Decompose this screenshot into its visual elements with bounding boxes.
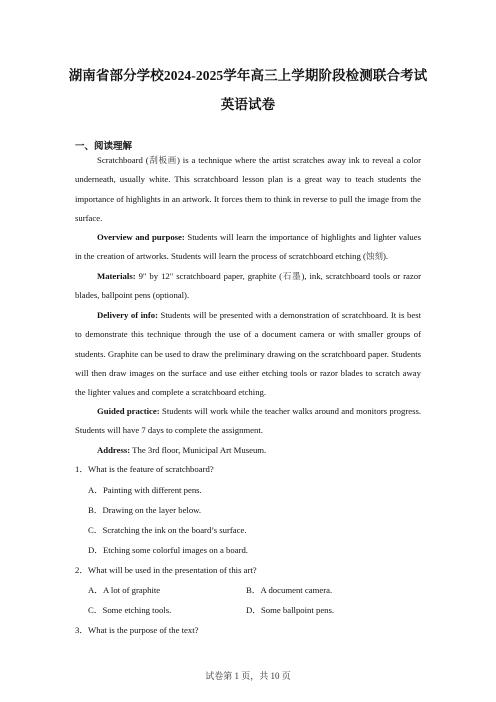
page-footer: 试卷第 1 页，共 10 页 — [205, 671, 291, 681]
address-text: The 3rd floor, Municipal Art Museum. — [130, 445, 267, 455]
passage-delivery — [75, 306, 421, 402]
question-1-option-c[interactable]: C．Scratching the ink on the board’s surface. — [88, 525, 247, 535]
question-1-option-d[interactable]: D．Etching some colorful images on a board. — [88, 545, 248, 555]
passage-guided — [75, 402, 421, 441]
overview-label: Overview and purpose: — [97, 232, 185, 242]
passage-address — [75, 441, 421, 460]
passage-intro — [75, 151, 421, 228]
materials-zh-gloss: 石墨 — [282, 271, 302, 281]
question-2-option-c[interactable]: C．Some etching tools. — [88, 605, 172, 615]
intro-post: ) is a technique where the artist scratches away ink to reveal a color underneath, usually white. This scratchboard lesson plan is a great way to teach students the importance of highlights in an artwork. It forces them to think in reverse to pull the image from the surface. — [75, 155, 422, 223]
materials-text: 9" by 12" scratchboard paper, graphite ( — [135, 271, 283, 281]
question-2-option-d[interactable]: D．Some ballpoint pens. — [246, 605, 335, 615]
overview-zh-gloss: 蚀刻 — [365, 251, 383, 262]
question-1-stem: 1．What is the feature of scratchboard? — [75, 464, 214, 474]
exam-title: 湖南省部分学校2024-2025学年高三上学期阶段检测联合考试 — [68, 68, 428, 83]
intro-pre: Scratchboard ( — [97, 155, 149, 165]
delivery-label: Delivery of info: — [97, 310, 158, 320]
guided-label: Guided practice: — [97, 406, 160, 416]
overview-text: Students will learn the importance of highlights and lighter values in the creation of artworks. Students will learn the process of scratchboard etching ( — [75, 232, 421, 262]
materials-label: Materials: — [97, 271, 136, 281]
intro-zh-gloss: 刮板画 — [148, 155, 177, 165]
exam-subtitle: 英语试卷 — [220, 97, 276, 112]
question-1-option-b[interactable]: B．Drawing on the layer below. — [88, 505, 202, 515]
passage-materials — [75, 267, 421, 306]
materials-end: ), ink, scratchboard tools or razor blades, ballpoint pens (optional). — [75, 271, 421, 301]
question-2-stem: 2．What will be used in the presentation of this art? — [75, 565, 257, 575]
guided-text: Students will work while the teacher walks around and monitors progress. Students will have 7 days to complete the assignment. — [75, 406, 421, 436]
overview-end: ). — [382, 251, 389, 262]
address-label: Address: — [97, 445, 131, 455]
question-2-option-b[interactable]: B．A document camera. — [246, 585, 333, 595]
delivery-text: Students will be presented with a demonstration of scratchboard. It is best to demonstrate this technique through the use of a document camera or with smaller groups of students. Graphite can be used to draw the preliminary drawing on the scratchboard paper. Students will then draw images on the surface and use either etching tools or razor blades to scratch away the lighter values and complete a scratchboard etching. — [75, 310, 421, 398]
section-heading: 一、阅读理解 — [75, 142, 133, 152]
question-3-stem: 3．What is the purpose of the text? — [75, 625, 199, 635]
question-1-option-a[interactable]: A．Painting with different pens. — [88, 485, 202, 495]
question-2-option-a[interactable]: A．A lot of graphite — [88, 585, 161, 595]
passage-overview — [75, 228, 421, 267]
